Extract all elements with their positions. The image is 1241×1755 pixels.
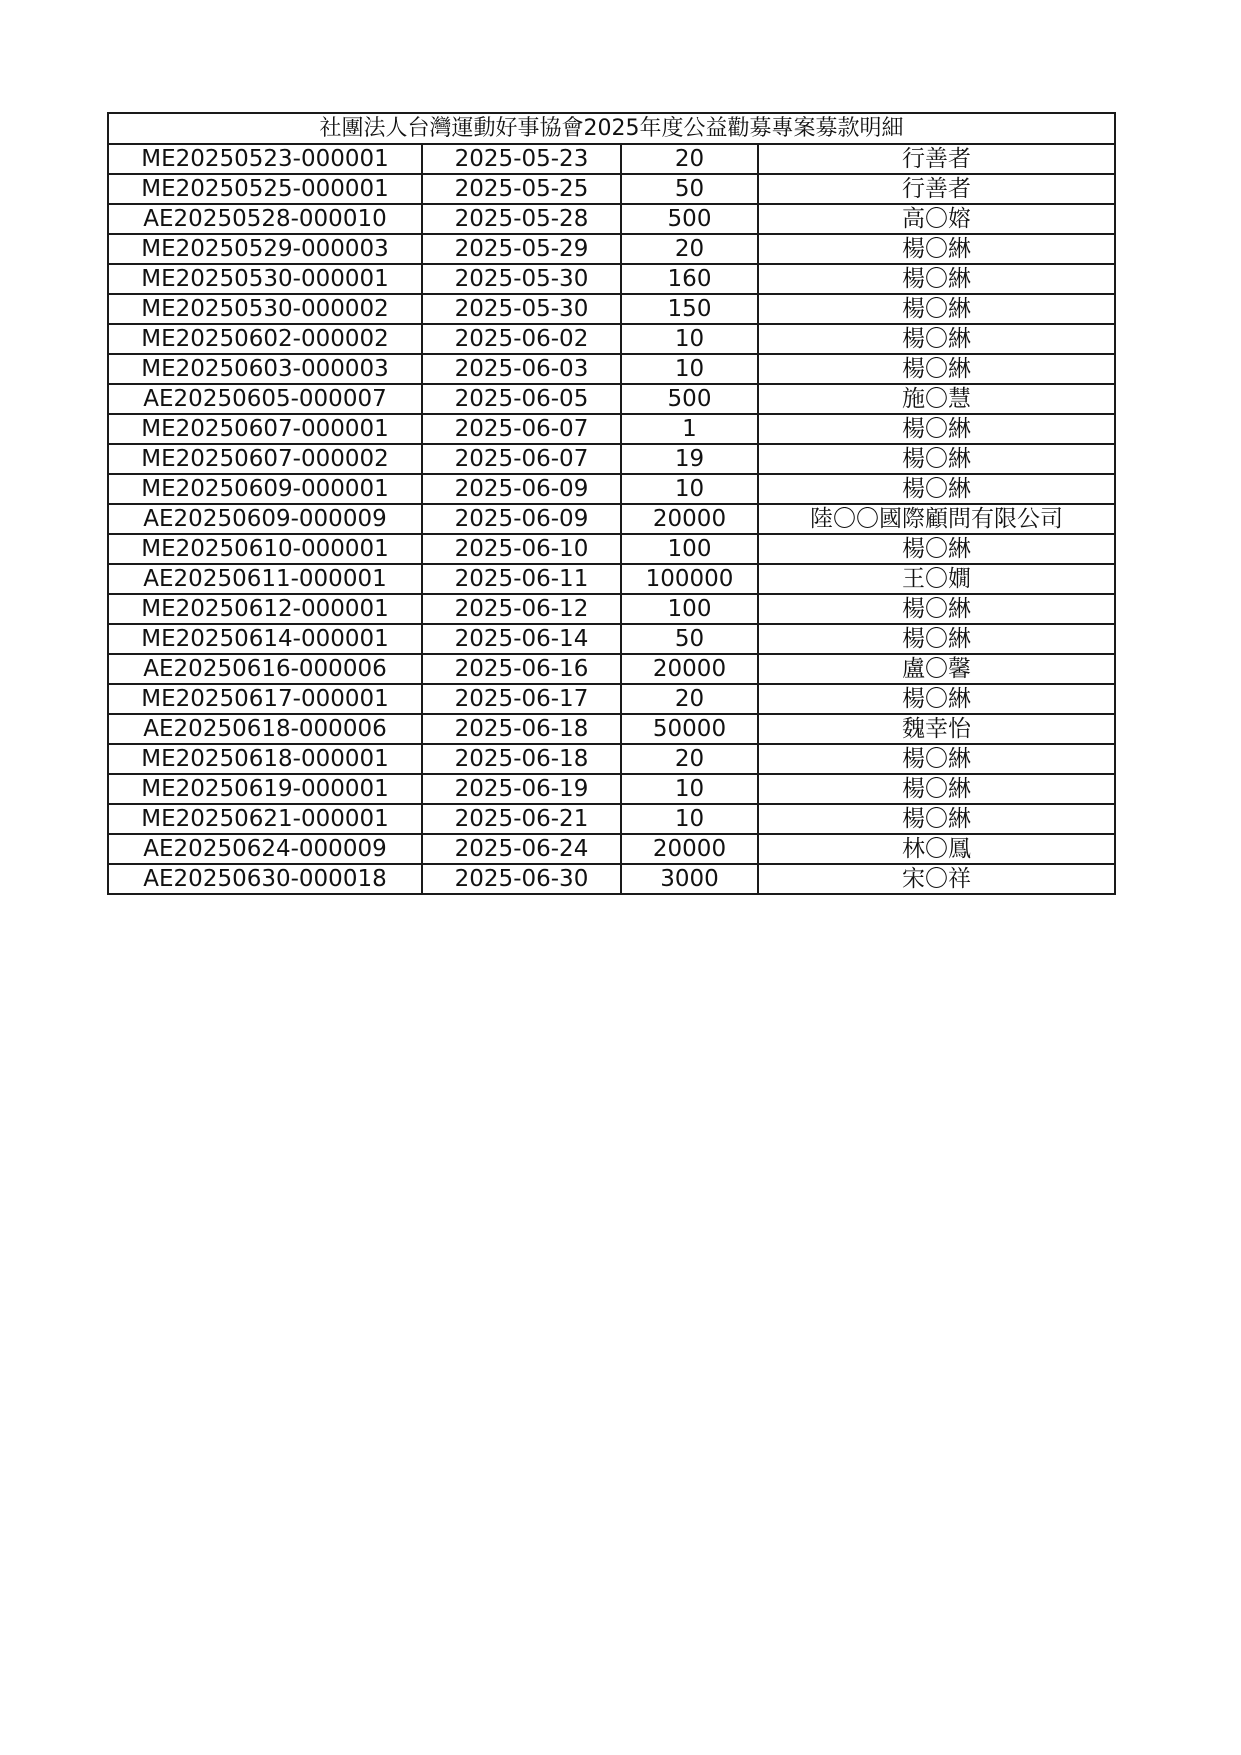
receipt-id-cell: AE20250616-000006 (108, 654, 422, 684)
donation-date-cell: 2025-06-18 (422, 744, 621, 774)
table-row (108, 774, 1115, 804)
receipt-id-cell: ME20250603-000003 (108, 354, 422, 384)
table-row (108, 654, 1115, 684)
receipt-id-cell: AE20250618-000006 (108, 714, 422, 744)
receipt-id-cell: ME20250618-000001 (108, 744, 422, 774)
table-row (108, 744, 1115, 774)
donor-name-cell: 楊〇綝 (758, 414, 1115, 444)
donation-amount-cell: 50000 (621, 714, 758, 744)
donor-name-cell: 楊〇綝 (758, 774, 1115, 804)
table-row (108, 324, 1115, 354)
donation-amount-cell: 10 (621, 804, 758, 834)
donor-name-cell: 陸〇〇國際顧問有限公司 (758, 504, 1115, 534)
donation-date-cell: 2025-06-17 (422, 684, 621, 714)
donation-date-cell: 2025-05-29 (422, 234, 621, 264)
donor-name-cell: 盧〇馨 (758, 654, 1115, 684)
receipt-id-cell: ME20250621-000001 (108, 804, 422, 834)
table-row (108, 864, 1115, 894)
donation-date-cell: 2025-06-14 (422, 624, 621, 654)
donor-name-cell: 行善者 (758, 174, 1115, 204)
table-row (108, 384, 1115, 414)
donation-amount-cell: 10 (621, 354, 758, 384)
receipt-id-cell: AE20250605-000007 (108, 384, 422, 414)
receipt-id-cell: ME20250523-000001 (108, 144, 422, 174)
table-row (108, 624, 1115, 654)
donation-date-cell: 2025-06-07 (422, 414, 621, 444)
donor-name-cell: 楊〇綝 (758, 684, 1115, 714)
donor-name-cell: 林〇鳳 (758, 834, 1115, 864)
receipt-id-cell: ME20250530-000002 (108, 294, 422, 324)
donation-date-cell: 2025-05-23 (422, 144, 621, 174)
receipt-id-cell: ME20250602-000002 (108, 324, 422, 354)
table-row (108, 264, 1115, 294)
donation-date-cell: 2025-06-24 (422, 834, 621, 864)
donor-name-cell: 行善者 (758, 144, 1115, 174)
table-row (108, 414, 1115, 444)
donor-name-cell: 王〇嫺 (758, 564, 1115, 594)
table-row (108, 354, 1115, 384)
donation-table-body (108, 113, 1115, 894)
donor-name-cell: 楊〇綝 (758, 354, 1115, 384)
receipt-id-cell: AE20250630-000018 (108, 864, 422, 894)
donation-amount-cell: 100000 (621, 564, 758, 594)
table-row (108, 594, 1115, 624)
donor-name-cell: 楊〇綝 (758, 294, 1115, 324)
donation-date-cell: 2025-06-19 (422, 774, 621, 804)
table-row (108, 174, 1115, 204)
donation-date-cell: 2025-06-07 (422, 444, 621, 474)
donation-date-cell: 2025-06-03 (422, 354, 621, 384)
donation-date-cell: 2025-06-18 (422, 714, 621, 744)
donation-date-cell: 2025-06-09 (422, 474, 621, 504)
donation-amount-cell: 10 (621, 474, 758, 504)
table-row (108, 804, 1115, 834)
table-row (108, 144, 1115, 174)
donation-date-cell: 2025-05-30 (422, 264, 621, 294)
donor-name-cell: 楊〇綝 (758, 624, 1115, 654)
table-row (108, 504, 1115, 534)
receipt-id-cell: AE20250624-000009 (108, 834, 422, 864)
donation-date-cell: 2025-05-25 (422, 174, 621, 204)
donor-name-cell: 楊〇綝 (758, 234, 1115, 264)
receipt-id-cell: ME20250617-000001 (108, 684, 422, 714)
receipt-id-cell: ME20250529-000003 (108, 234, 422, 264)
donation-date-cell: 2025-06-10 (422, 534, 621, 564)
donor-name-cell: 楊〇綝 (758, 594, 1115, 624)
donation-amount-cell: 500 (621, 384, 758, 414)
table-title: 社團法人台灣運動好事協會2025年度公益勸募專案募款明細 (108, 113, 1115, 144)
receipt-id-cell: ME20250614-000001 (108, 624, 422, 654)
receipt-id-cell: ME20250607-000001 (108, 414, 422, 444)
donation-amount-cell: 50 (621, 174, 758, 204)
donation-amount-cell: 150 (621, 294, 758, 324)
donation-amount-cell: 20000 (621, 834, 758, 864)
donation-date-cell: 2025-06-05 (422, 384, 621, 414)
table-row (108, 444, 1115, 474)
donation-date-cell: 2025-06-21 (422, 804, 621, 834)
donation-amount-cell: 160 (621, 264, 758, 294)
donation-amount-cell: 100 (621, 534, 758, 564)
donor-name-cell: 魏幸怡 (758, 714, 1115, 744)
table-row (108, 204, 1115, 234)
table-row (108, 534, 1115, 564)
donation-date-cell: 2025-05-28 (422, 204, 621, 234)
donor-name-cell: 施〇慧 (758, 384, 1115, 414)
donor-name-cell: 楊〇綝 (758, 744, 1115, 774)
receipt-id-cell: ME20250610-000001 (108, 534, 422, 564)
donation-amount-cell: 20000 (621, 504, 758, 534)
donation-amount-cell: 20 (621, 234, 758, 264)
table-row (108, 234, 1115, 264)
donor-name-cell: 楊〇綝 (758, 474, 1115, 504)
donation-date-cell: 2025-06-09 (422, 504, 621, 534)
donation-date-cell: 2025-06-11 (422, 564, 621, 594)
donation-amount-cell: 20000 (621, 654, 758, 684)
table-row (108, 714, 1115, 744)
donation-date-cell: 2025-06-16 (422, 654, 621, 684)
table-title-row (108, 113, 1115, 144)
receipt-id-cell: ME20250525-000001 (108, 174, 422, 204)
donation-amount-cell: 10 (621, 774, 758, 804)
receipt-id-cell: ME20250612-000001 (108, 594, 422, 624)
donor-name-cell: 楊〇綝 (758, 804, 1115, 834)
table-row (108, 684, 1115, 714)
donation-date-cell: 2025-05-30 (422, 294, 621, 324)
receipt-id-cell: ME20250607-000002 (108, 444, 422, 474)
donor-name-cell: 楊〇綝 (758, 534, 1115, 564)
donation-amount-cell: 10 (621, 324, 758, 354)
table-row (108, 564, 1115, 594)
donor-name-cell: 楊〇綝 (758, 444, 1115, 474)
donation-amount-cell: 50 (621, 624, 758, 654)
receipt-id-cell: AE20250528-000010 (108, 204, 422, 234)
donation-amount-cell: 1 (621, 414, 758, 444)
donor-name-cell: 楊〇綝 (758, 324, 1115, 354)
donor-name-cell: 高〇嫆 (758, 204, 1115, 234)
donation-detail-table (107, 112, 1116, 895)
donation-date-cell: 2025-06-02 (422, 324, 621, 354)
donation-amount-cell: 20 (621, 684, 758, 714)
donation-date-cell: 2025-06-12 (422, 594, 621, 624)
receipt-id-cell: ME20250609-000001 (108, 474, 422, 504)
receipt-id-cell: ME20250530-000001 (108, 264, 422, 294)
donation-amount-cell: 20 (621, 744, 758, 774)
donation-date-cell: 2025-06-30 (422, 864, 621, 894)
donor-name-cell: 宋〇祥 (758, 864, 1115, 894)
receipt-id-cell: AE20250609-000009 (108, 504, 422, 534)
donation-amount-cell: 20 (621, 144, 758, 174)
donation-amount-cell: 500 (621, 204, 758, 234)
receipt-id-cell: ME20250619-000001 (108, 774, 422, 804)
table-row (108, 294, 1115, 324)
donor-name-cell: 楊〇綝 (758, 264, 1115, 294)
donation-amount-cell: 19 (621, 444, 758, 474)
receipt-id-cell: AE20250611-000001 (108, 564, 422, 594)
donation-amount-cell: 3000 (621, 864, 758, 894)
table-row (108, 834, 1115, 864)
table-row (108, 474, 1115, 504)
donation-amount-cell: 100 (621, 594, 758, 624)
